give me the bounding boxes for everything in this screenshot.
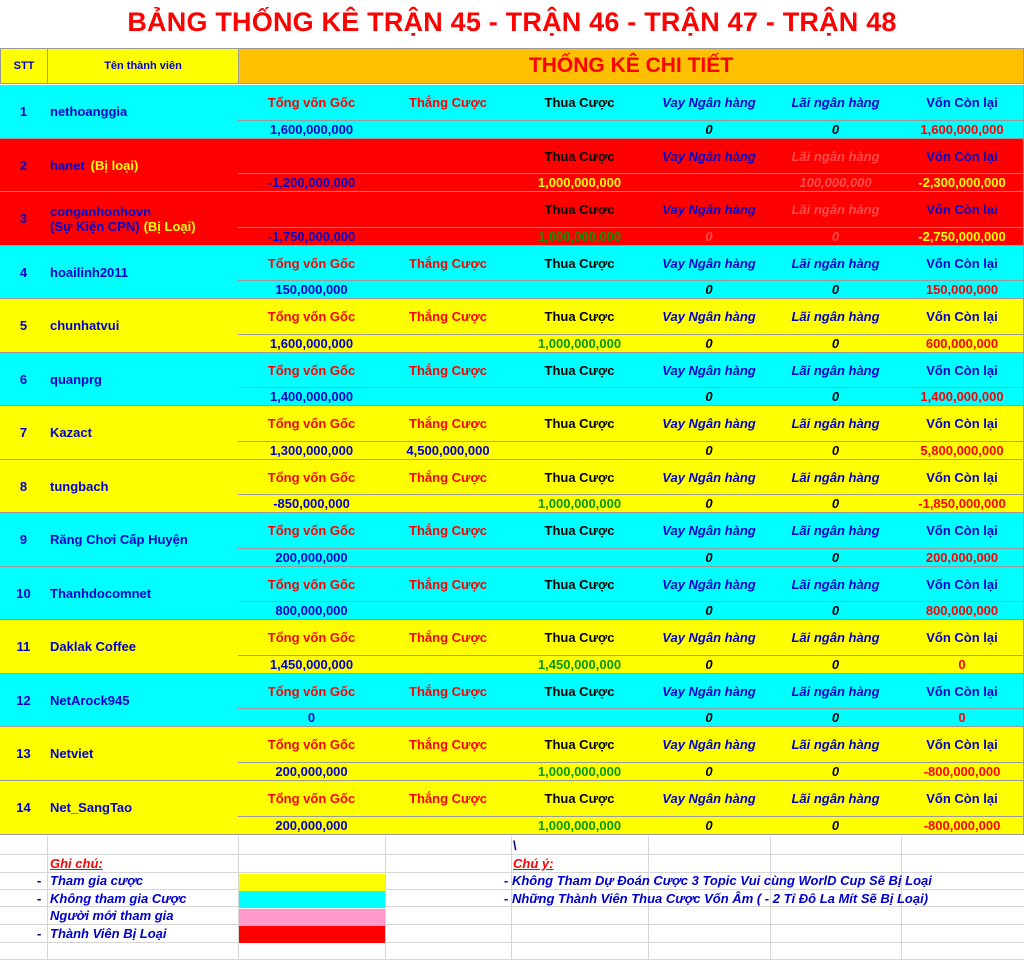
value-con-lai: 600,000,000 xyxy=(901,335,1024,353)
value-vay: 0 xyxy=(648,442,771,460)
value-lai: 0 xyxy=(770,335,902,353)
label-con-lai: Vốn Còn lại xyxy=(901,85,1024,121)
empty-cell xyxy=(648,942,771,960)
label-thua: Thua Cược xyxy=(511,460,649,495)
empty-cell xyxy=(385,872,512,890)
value-con-lai: 1,400,000,000 xyxy=(901,388,1024,406)
member-name-text: tungbach xyxy=(50,478,109,494)
value-von-goc: 200,000,000 xyxy=(238,549,386,567)
label-con-lai: Vốn Còn lại xyxy=(901,299,1024,335)
empty-cell xyxy=(511,942,649,960)
value-thang xyxy=(385,709,512,727)
value-thua: 1,000,000,000 xyxy=(511,228,649,246)
empty-cell xyxy=(0,854,48,873)
value-vay: 0 xyxy=(648,763,771,781)
value-thua: 1,000,000,000 xyxy=(511,174,649,192)
label-thua: Thua Cược xyxy=(511,513,649,549)
label-thang: Thắng Cược xyxy=(385,299,512,335)
label-lai: Lãi ngân hàng xyxy=(770,139,902,174)
eliminated-status: (Bị Loại) xyxy=(143,218,196,234)
empty-cell xyxy=(901,837,1024,855)
remark-text: - Không Tham Dự Đoán Cược 3 Topic Vui cùng WorlD Cup Sẽ Bị Loại xyxy=(504,873,932,888)
empty-cell xyxy=(648,837,771,855)
label-thua: Thua Cược xyxy=(511,246,649,281)
value-thua: 1,000,000,000 xyxy=(511,763,649,781)
label-von-goc xyxy=(238,139,386,174)
value-thang xyxy=(385,549,512,567)
value-thua xyxy=(511,388,649,406)
value-von-goc: -1,200,000,000 xyxy=(238,174,386,192)
row-member-name xyxy=(47,781,239,835)
label-von-goc: Tổng vốn Gốc xyxy=(238,299,386,335)
row-stt: 13 xyxy=(0,727,48,781)
row-stt: 1 xyxy=(0,85,48,139)
row-member-name xyxy=(47,620,239,674)
value-thang xyxy=(385,335,512,353)
row-stt: 5 xyxy=(0,299,48,353)
member-name-text: Kazact xyxy=(50,425,92,440)
label-thua: Thua Cược xyxy=(511,192,649,228)
value-thua xyxy=(511,549,649,567)
value-vay: 0 xyxy=(648,335,771,353)
empty-cell xyxy=(385,854,512,873)
empty-cell xyxy=(901,942,1024,960)
empty-cell xyxy=(901,906,1024,925)
empty-cell xyxy=(648,906,771,925)
member-name-text: chunhatvui xyxy=(50,318,120,333)
header-stt: STT xyxy=(0,48,48,84)
label-thang: Thắng Cược xyxy=(385,620,512,656)
label-lai: Lãi ngân hàng xyxy=(770,85,902,121)
label-thang xyxy=(385,192,512,228)
legend-dash: - xyxy=(37,890,42,906)
value-thang xyxy=(385,495,512,513)
row-member-name xyxy=(47,192,239,246)
value-von-goc: 150,000,000 xyxy=(238,281,386,299)
label-von-goc: Tổng vốn Gốc xyxy=(238,85,386,121)
value-thua: 1,000,000,000 xyxy=(511,335,649,353)
value-lai: 0 xyxy=(770,549,902,567)
value-thua xyxy=(511,281,649,299)
value-lai: 0 xyxy=(770,763,902,781)
value-thang xyxy=(385,228,512,246)
label-thua: Thua Cược xyxy=(511,620,649,656)
empty-cell xyxy=(770,906,902,925)
label-vay: Vay Ngân hàng xyxy=(648,299,771,335)
value-thang xyxy=(385,817,512,835)
label-thua: Thua Cược xyxy=(511,353,649,388)
label-lai: Lãi ngân hàng xyxy=(770,406,902,442)
label-lai: Lãi ngân hàng xyxy=(770,781,902,817)
legend-swatch-pink xyxy=(239,909,385,926)
empty-cell xyxy=(648,854,771,873)
label-vay: Vay Ngân hàng xyxy=(648,460,771,495)
label-vay: Vay Ngân hàng xyxy=(648,139,771,174)
label-con-lai: Vốn Còn lại xyxy=(901,139,1024,174)
value-thang xyxy=(385,602,512,620)
value-con-lai: 5,800,000,000 xyxy=(901,442,1024,460)
empty-cell xyxy=(511,837,649,855)
label-vay: Vay Ngân hàng xyxy=(648,620,771,656)
label-thang xyxy=(385,139,512,174)
label-lai: Lãi ngân hàng xyxy=(770,353,902,388)
legend-swatch-cyan xyxy=(239,891,385,908)
legend-label: Không tham gia Cược xyxy=(50,890,187,906)
label-con-lai: Vốn Còn lại xyxy=(901,406,1024,442)
label-von-goc: Tổng vốn Gốc xyxy=(238,353,386,388)
value-thua: 1,000,000,000 xyxy=(511,495,649,513)
row-stt: 12 xyxy=(0,674,48,727)
label-thang: Thắng Cược xyxy=(385,85,512,121)
backslash-mark: \ xyxy=(513,838,517,853)
value-thua: 1,000,000,000 xyxy=(511,817,649,835)
label-lai: Lãi ngân hàng xyxy=(770,299,902,335)
value-von-goc: -1,750,000,000 xyxy=(238,228,386,246)
label-con-lai: Vốn Còn lại xyxy=(901,620,1024,656)
value-thang: 4,500,000,000 xyxy=(385,442,512,460)
member-name-text: nethoanggia xyxy=(50,104,128,119)
value-von-goc: 1,600,000,000 xyxy=(238,335,386,353)
label-lai: Lãi ngân hàng xyxy=(770,192,902,228)
value-lai: 0 xyxy=(770,121,902,139)
value-con-lai: -800,000,000 xyxy=(901,763,1024,781)
value-lai: 0 xyxy=(770,388,902,406)
value-con-lai: -2,300,000,000 xyxy=(901,174,1024,192)
label-von-goc: Tổng vốn Gốc xyxy=(238,567,386,602)
empty-cell xyxy=(770,924,902,943)
label-thua: Thua Cược xyxy=(511,139,649,174)
value-vay: 0 xyxy=(648,121,771,139)
empty-cell xyxy=(385,906,512,925)
value-thang xyxy=(385,281,512,299)
member-name-text: conganhonhovn xyxy=(50,203,152,219)
label-con-lai: Vốn Còn lại xyxy=(901,460,1024,495)
empty-cell xyxy=(238,854,386,873)
label-con-lai: Vốn Còn lại xyxy=(901,567,1024,602)
label-von-goc: Tổng vốn Gốc xyxy=(238,513,386,549)
empty-cell xyxy=(385,837,512,855)
empty-cell xyxy=(770,854,902,873)
value-vay: 0 xyxy=(648,709,771,727)
label-vay: Vay Ngân hàng xyxy=(648,567,771,602)
empty-cell xyxy=(511,924,649,943)
value-thang xyxy=(385,388,512,406)
value-lai: 0 xyxy=(770,442,902,460)
label-vay: Vay Ngân hàng xyxy=(648,246,771,281)
value-con-lai: -1,850,000,000 xyxy=(901,495,1024,513)
label-thang: Thắng Cược xyxy=(385,460,512,495)
label-thang: Thắng Cược xyxy=(385,727,512,763)
value-thang xyxy=(385,763,512,781)
member-name-text: NetArock945 xyxy=(50,692,130,708)
legend-dash: - xyxy=(37,873,42,888)
row-stt: 8 xyxy=(0,460,48,513)
label-con-lai: Vốn Còn lại xyxy=(901,192,1024,228)
value-vay: 0 xyxy=(648,228,771,246)
label-lai: Lãi ngân hàng xyxy=(770,513,902,549)
legend-title: Ghi chú: xyxy=(50,856,103,871)
value-vay: 0 xyxy=(648,549,771,567)
legend-label: Thành Viên Bị Loại xyxy=(50,925,167,941)
empty-cell xyxy=(385,889,512,907)
row-member-name xyxy=(47,727,239,781)
empty-cell xyxy=(0,942,48,960)
label-thang: Thắng Cược xyxy=(385,781,512,817)
row-member-name xyxy=(47,246,239,299)
label-von-goc: Tổng vốn Gốc xyxy=(238,674,386,709)
label-vay: Vay Ngân hàng xyxy=(648,192,771,228)
value-thua xyxy=(511,602,649,620)
empty-cell xyxy=(238,837,386,855)
row-member-name xyxy=(47,567,239,620)
member-name-text: Răng Chơi Cấp Huyện xyxy=(50,532,188,547)
label-con-lai: Vốn Còn lại xyxy=(901,513,1024,549)
empty-cell xyxy=(0,837,48,855)
label-thua: Thua Cược xyxy=(511,567,649,602)
label-thang: Thắng Cược xyxy=(385,674,512,709)
label-con-lai: Vốn Còn lại xyxy=(901,727,1024,763)
value-thang xyxy=(385,656,512,674)
header-name: Tên thành viên xyxy=(47,48,239,84)
empty-cell xyxy=(385,924,512,943)
header-detail: THỐNG KÊ CHI TIẾT xyxy=(238,48,1024,84)
label-lai: Lãi ngân hàng xyxy=(770,674,902,709)
label-con-lai: Vốn Còn lại xyxy=(901,781,1024,817)
label-von-goc: Tổng vốn Gốc xyxy=(238,781,386,817)
member-name-text: quanprg xyxy=(50,371,102,387)
remark-title: Chú ý: xyxy=(513,856,554,871)
value-thua xyxy=(511,442,649,460)
empty-cell xyxy=(901,924,1024,943)
empty-cell xyxy=(47,837,239,855)
label-vay: Vay Ngân hàng xyxy=(648,406,771,442)
label-thua: Thua Cược xyxy=(511,85,649,121)
row-stt: 3 xyxy=(0,192,48,246)
empty-cell xyxy=(238,942,386,960)
row-member-name xyxy=(47,513,239,567)
value-con-lai: -800,000,000 xyxy=(901,817,1024,835)
empty-cell xyxy=(648,924,771,943)
row-stt: 6 xyxy=(0,353,48,406)
row-stt: 11 xyxy=(0,620,48,674)
row-stt: 14 xyxy=(0,781,48,835)
remark-text: - Những Thành Viên Thua Cược Vốn Âm ( - 2 Tỉ Đô La Mít Sẽ Bị Loại) xyxy=(504,890,929,906)
sheet-title: BẢNG THỐNG KÊ TRẬN 45 - TRẬN 46 - TRẬN 47 - TRẬN 48 xyxy=(127,6,897,37)
empty-cell xyxy=(0,906,48,925)
value-lai: 100,000,000 xyxy=(770,174,902,192)
value-con-lai: 800,000,000 xyxy=(901,602,1024,620)
empty-cell xyxy=(47,942,239,960)
label-thang: Thắng Cược xyxy=(385,353,512,388)
value-lai: 0 xyxy=(770,656,902,674)
empty-cell xyxy=(901,854,1024,873)
label-vay: Vay Ngân hàng xyxy=(648,353,771,388)
legend-label: Người mới tham gia xyxy=(50,908,174,923)
label-vay: Vay Ngân hàng xyxy=(648,727,771,763)
legend-swatch-red xyxy=(239,926,385,943)
value-von-goc: 800,000,000 xyxy=(238,602,386,620)
value-von-goc: 1,600,000,000 xyxy=(238,121,386,139)
label-lai: Lãi ngân hàng xyxy=(770,620,902,656)
empty-cell xyxy=(511,906,649,925)
value-lai: 0 xyxy=(770,281,902,299)
label-lai: Lãi ngân hàng xyxy=(770,727,902,763)
value-von-goc: 1,300,000,000 xyxy=(238,442,386,460)
label-thang: Thắng Cược xyxy=(385,406,512,442)
row-member-name xyxy=(47,353,239,406)
row-stt: 2 xyxy=(0,139,48,192)
member-name-text: hoailinh2011 xyxy=(50,264,129,280)
empty-cell xyxy=(770,837,902,855)
row-stt: 7 xyxy=(0,406,48,460)
value-von-goc: -850,000,000 xyxy=(238,495,386,513)
value-thua xyxy=(511,121,649,139)
label-vay: Vay Ngân hàng xyxy=(648,674,771,709)
label-thua: Thua Cược xyxy=(511,674,649,709)
label-thua: Thua Cược xyxy=(511,781,649,817)
value-von-goc: 1,400,000,000 xyxy=(238,388,386,406)
row-stt: 9 xyxy=(0,513,48,567)
value-von-goc: 200,000,000 xyxy=(238,763,386,781)
value-vay: 0 xyxy=(648,817,771,835)
empty-cell xyxy=(385,942,512,960)
value-con-lai: -2,750,000,000 xyxy=(901,228,1024,246)
legend-dash: - xyxy=(37,925,42,941)
value-lai: 0 xyxy=(770,709,902,727)
label-thang: Thắng Cược xyxy=(385,567,512,602)
member-event-text: (Sự Kiện CPN) xyxy=(50,218,140,234)
label-thua: Thua Cược xyxy=(511,299,649,335)
member-name-text: hanet xyxy=(50,157,85,173)
label-von-goc: Tổng vốn Gốc xyxy=(238,727,386,763)
row-member-name xyxy=(47,85,239,139)
label-lai: Lãi ngân hàng xyxy=(770,460,902,495)
label-von-goc: Tổng vốn Gốc xyxy=(238,460,386,495)
value-lai: 0 xyxy=(770,817,902,835)
value-con-lai: 0 xyxy=(901,709,1024,727)
label-lai: Lãi ngân hàng xyxy=(770,246,902,281)
label-thua: Thua Cược xyxy=(511,727,649,763)
value-vay: 0 xyxy=(648,602,771,620)
value-con-lai: 200,000,000 xyxy=(901,549,1024,567)
value-thua: 1,450,000,000 xyxy=(511,656,649,674)
value-con-lai: 1,600,000,000 xyxy=(901,121,1024,139)
label-con-lai: Vốn Còn lại xyxy=(901,353,1024,388)
eliminated-status: (Bị loại) xyxy=(90,157,139,173)
label-lai: Lãi ngân hàng xyxy=(770,567,902,602)
value-vay: 0 xyxy=(648,388,771,406)
value-vay: 0 xyxy=(648,656,771,674)
member-name-text: Netviet xyxy=(50,746,94,761)
value-thang xyxy=(385,121,512,139)
label-von-goc: Tổng vốn Gốc xyxy=(238,620,386,656)
value-von-goc: 200,000,000 xyxy=(238,817,386,835)
value-vay: 0 xyxy=(648,281,771,299)
label-von-goc: Tổng vốn Gốc xyxy=(238,406,386,442)
member-name-text: Net_SangTao xyxy=(50,800,133,815)
member-name-text: Thanhdocomnet xyxy=(50,585,152,601)
label-vay: Vay Ngân hàng xyxy=(648,781,771,817)
row-stt: 4 xyxy=(0,246,48,299)
value-lai: 0 xyxy=(770,495,902,513)
row-member-name xyxy=(47,406,239,460)
label-thang: Thắng Cược xyxy=(385,513,512,549)
label-vay: Vay Ngân hàng xyxy=(648,85,771,121)
label-con-lai: Vốn Còn lại xyxy=(901,246,1024,281)
value-con-lai: 150,000,000 xyxy=(901,281,1024,299)
row-member-name xyxy=(47,139,239,192)
row-member-name xyxy=(47,460,239,513)
label-con-lai: Vốn Còn lại xyxy=(901,674,1024,709)
row-member-name xyxy=(47,299,239,353)
row-stt: 10 xyxy=(0,567,48,620)
row-member-name xyxy=(47,674,239,727)
value-con-lai: 0 xyxy=(901,656,1024,674)
value-thua xyxy=(511,709,649,727)
label-von-goc: Tổng vốn Gốc xyxy=(238,246,386,281)
label-thua: Thua Cược xyxy=(511,406,649,442)
label-vay: Vay Ngân hàng xyxy=(648,513,771,549)
value-lai: 0 xyxy=(770,602,902,620)
label-von-goc xyxy=(238,192,386,228)
value-von-goc: 0 xyxy=(238,709,386,727)
empty-cell xyxy=(770,942,902,960)
member-name-text: Daklak Coffee xyxy=(50,639,136,654)
legend-swatch-yellow xyxy=(239,874,385,891)
label-thang: Thắng Cược xyxy=(385,246,512,281)
value-lai: 0 xyxy=(770,228,902,246)
value-thang xyxy=(385,174,512,192)
value-vay xyxy=(648,174,771,192)
value-vay: 0 xyxy=(648,495,771,513)
legend-label: Tham gia cược xyxy=(50,873,144,888)
value-von-goc: 1,450,000,000 xyxy=(238,656,386,674)
